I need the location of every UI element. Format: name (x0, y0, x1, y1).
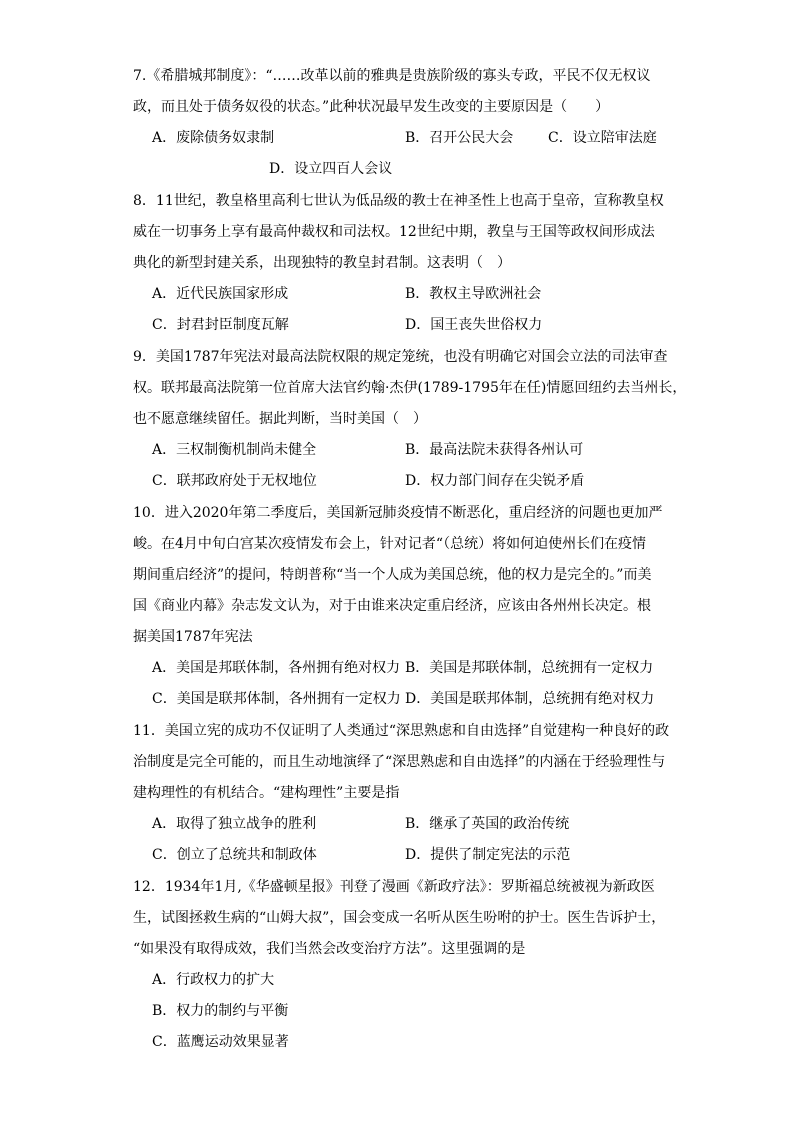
option-c[interactable]: C．设立陪审法庭 (548, 130, 657, 146)
option-d[interactable]: D．权力部门间存在尖锐矛盾 (405, 473, 585, 489)
question-text-line: “如果没有取得成效，我们当然会改变治疗方法”。这里强调的是 (133, 941, 526, 957)
question-text-line: 8．11世纪，教皇格里高利七世认为低品级的教士在神圣性上也高于皇帝，宣称教皇权 (133, 193, 664, 209)
question-text-line: 典化的新型封建关系，出现独特的教皇封君制。这表明（ ） (133, 255, 511, 271)
option-a[interactable]: A．美国是邦联体制，各州拥有绝对权力 (152, 660, 401, 676)
question-text-line: 据美国1787年宪法 (133, 629, 253, 645)
option-b[interactable]: B．召开公民大会 (405, 130, 514, 146)
question-text-line: 威在一切事务上享有最高仲裁权和司法权。12世纪中期，教皇与王国等政权间形成法 (133, 224, 655, 240)
question-text-line: 治制度是完全可能的，而且生动地演绎了“深思熟虑和自由选择”的内涵在于经验理性与 (133, 754, 666, 770)
option-c[interactable]: C．封君封臣制度瓦解 (152, 317, 289, 333)
option-a[interactable]: A．废除债务奴隶制 (152, 130, 275, 146)
option-c[interactable]: C．联邦政府处于无权地位 (152, 473, 317, 489)
option-b[interactable]: B．继承了英国的政治传统 (405, 816, 570, 832)
question-text-line: 峻。在4月中旬白宫某次疫情发布会上，针对记者“（总统）将如何迫使州长们在疫情 (133, 536, 647, 552)
question-text-line: 期间重启经济”的提问，特朗普称“当一个人成为美国总统，他的权力是完全的。”而美 (133, 567, 652, 583)
option-a[interactable]: A．近代民族国家形成 (152, 286, 289, 302)
question-text-line: 国《商业内幕》杂志发文认为，对于由谁来决定重启经济，应该由各州州长决定。根 (133, 598, 651, 614)
option-b[interactable]: B．最高法院未获得各州认可 (405, 442, 584, 458)
option-a[interactable]: A．三权制衡机制尚未健全 (152, 442, 317, 458)
question-text-line: 7.《希腊城邦制度》：“……改革以前的雅典是贵族阶级的寡头专政，平民不仅无权议 (133, 68, 651, 84)
question-text-line: 10．进入2020年第二季度后，美国新冠肺炎疫情不断恶化，重启经济的问题也更加严 (133, 505, 663, 521)
option-b[interactable]: B．权力的制约与平衡 (152, 1003, 289, 1019)
option-c[interactable]: C．美国是联邦体制，各州拥有一定权力 (152, 691, 401, 707)
question-text-line: 11．美国立宪的成功不仅证明了人类通过“深思熟虑和自由选择”自觉建构一种良好的政 (133, 723, 670, 739)
option-a[interactable]: A．行政权力的扩大 (152, 972, 275, 988)
option-d[interactable]: D．提供了制定宪法的示范 (405, 847, 571, 863)
question-text-line: 建构理性的有机结合。“建构理性”主要是指 (133, 785, 400, 801)
option-c[interactable]: C．创立了总统共和制政体 (152, 847, 317, 863)
question-text-line: 12．1934年1月,《华盛顿星报》刊登了漫画《新政疗法》：罗斯福总统被视为新政医 (133, 879, 655, 895)
question-text-line: 生，试图拯救生病的“山姆大叔”，国会变成一名听从医生吩咐的护士。医生告诉护士， (133, 910, 666, 926)
option-d[interactable]: D．国王丧失世俗权力 (405, 317, 543, 333)
question-text-line: 9．美国1787年宪法对最高法院权限的规定笼统，也没有明确它对国会立法的司法审查 (133, 349, 668, 365)
option-c[interactable]: C．蓝鹰运动效果显著 (152, 1034, 289, 1050)
option-b[interactable]: B．教权主导欧洲社会 (405, 286, 542, 302)
question-text-line: 权。联邦最高法院第一位首席大法官约翰·杰伊(1789-1795年在任)情愿回纽约去当州长， (133, 380, 687, 396)
option-d[interactable]: D．美国是联邦体制，总统拥有绝对权力 (405, 691, 655, 707)
question-text-line: 也不愿意继续留任。据此判断，当时美国（ ） (133, 411, 427, 427)
option-d[interactable]: D．设立四百人会议 (269, 161, 393, 177)
option-a[interactable]: A．取得了独立战争的胜利 (152, 816, 317, 832)
question-text-line: 政，而且处于债务奴役的状态。”此种状况最早发生改变的主要原因是（ ） (133, 99, 610, 115)
option-b[interactable]: B．美国是邦联体制，总统拥有一定权力 (405, 660, 654, 676)
